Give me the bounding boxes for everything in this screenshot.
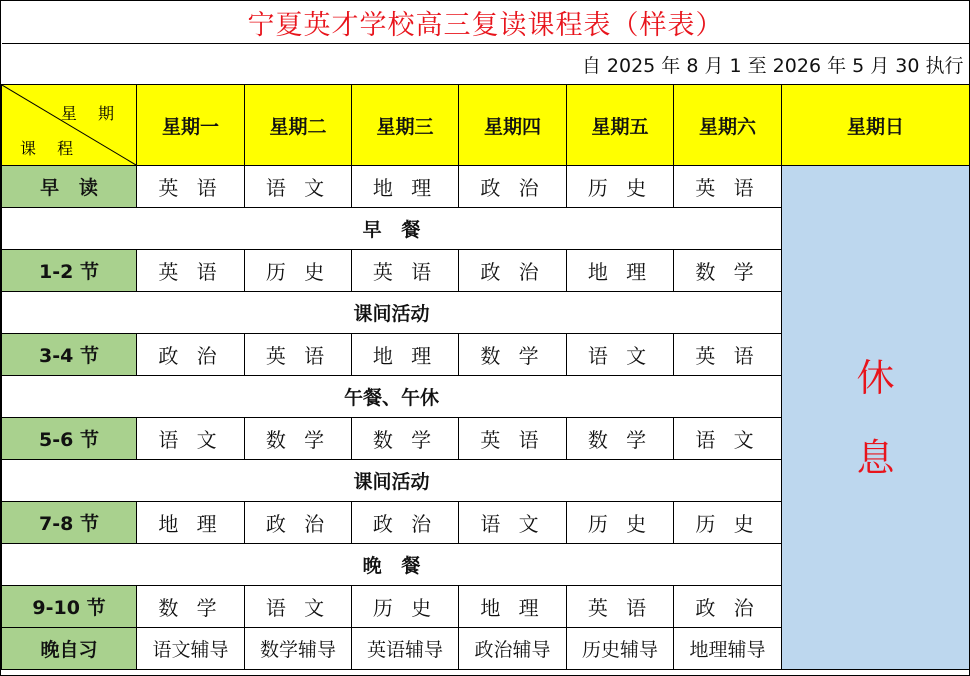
break-label: 课间活动 [2, 460, 782, 502]
subject-cell: 历 史 [245, 250, 352, 292]
break-label: 晚 餐 [2, 544, 782, 586]
subject-cell: 语 文 [245, 166, 352, 208]
period-label: 晚自习 [2, 628, 137, 670]
subject-cell: 地 理 [137, 502, 245, 544]
subject-cell: 政 治 [137, 334, 245, 376]
subject-cell: 英 语 [137, 250, 245, 292]
day-header: 星期一 [137, 85, 245, 166]
subject-cell: 英 语 [137, 166, 245, 208]
corner-header [2, 85, 137, 166]
period-label: 1-2 节 [2, 250, 137, 292]
subject-cell: 历 史 [567, 502, 674, 544]
subject-cell: 数 学 [674, 250, 782, 292]
break-label: 课间活动 [2, 292, 782, 334]
subject-cell: 语 文 [245, 586, 352, 628]
rest-char: 息 [856, 435, 895, 480]
subject-cell: 地 理 [352, 166, 459, 208]
period-label: 早 读 [2, 166, 137, 208]
subject-cell: 数 学 [137, 586, 245, 628]
period-label: 7-8 节 [2, 502, 137, 544]
subject-cell: 地理辅导 [674, 628, 782, 670]
subject-cell: 语 文 [459, 502, 567, 544]
subject-cell: 历史辅导 [567, 628, 674, 670]
subject-cell: 语文辅导 [137, 628, 245, 670]
subject-cell: 数 学 [459, 334, 567, 376]
subject-cell: 数 学 [352, 418, 459, 460]
subject-cell: 英语辅导 [352, 628, 459, 670]
day-header: 星期二 [245, 85, 352, 166]
subject-cell: 地 理 [352, 334, 459, 376]
subject-cell: 地 理 [459, 586, 567, 628]
subject-cell: 历 史 [352, 586, 459, 628]
day-header: 星期三 [352, 85, 459, 166]
subject-cell: 历 史 [674, 502, 782, 544]
subject-cell: 政 治 [459, 250, 567, 292]
period-label: 3-4 节 [2, 334, 137, 376]
subject-cell: 英 语 [674, 166, 782, 208]
break-label: 午餐、午休 [2, 376, 782, 418]
subject-cell: 历 史 [567, 166, 674, 208]
day-header: 星期五 [567, 85, 674, 166]
subject-cell: 数 学 [245, 418, 352, 460]
subject-cell: 数 学 [567, 418, 674, 460]
table-row [2, 166, 970, 208]
break-label: 早 餐 [2, 208, 782, 250]
subject-cell: 英 语 [567, 586, 674, 628]
period-label: 9-10 节 [2, 586, 137, 628]
subject-cell: 政 治 [459, 166, 567, 208]
subject-cell: 语 文 [137, 418, 245, 460]
subject-cell: 数学辅导 [245, 628, 352, 670]
subject-cell: 地 理 [567, 250, 674, 292]
subject-cell: 语 文 [567, 334, 674, 376]
subject-cell: 政 治 [352, 502, 459, 544]
date-range: 自 2025 年 8 月 1 至 2026 年 5 月 30 执行 [2, 44, 970, 85]
period-label: 5-6 节 [2, 418, 137, 460]
subject-cell: 政 治 [245, 502, 352, 544]
subject-cell: 政 治 [674, 586, 782, 628]
schedule-table [1, 1, 970, 670]
subject-cell: 英 语 [674, 334, 782, 376]
day-header: 星期六 [674, 85, 782, 166]
subject-cell: 英 语 [352, 250, 459, 292]
subject-cell: 语 文 [674, 418, 782, 460]
corner-label-course: 课 程 [20, 139, 82, 158]
rest-char: 休 [856, 355, 895, 400]
corner-label-day: 星 期 [60, 104, 122, 123]
subject-cell: 英 语 [245, 334, 352, 376]
page-title: 宁夏英才学校高三复读课程表（样表） [2, 1, 970, 44]
rest-day-cell [782, 166, 970, 670]
day-header: 星期四 [459, 85, 567, 166]
day-header: 星期日 [782, 85, 970, 166]
subject-cell: 英 语 [459, 418, 567, 460]
subject-cell: 政治辅导 [459, 628, 567, 670]
